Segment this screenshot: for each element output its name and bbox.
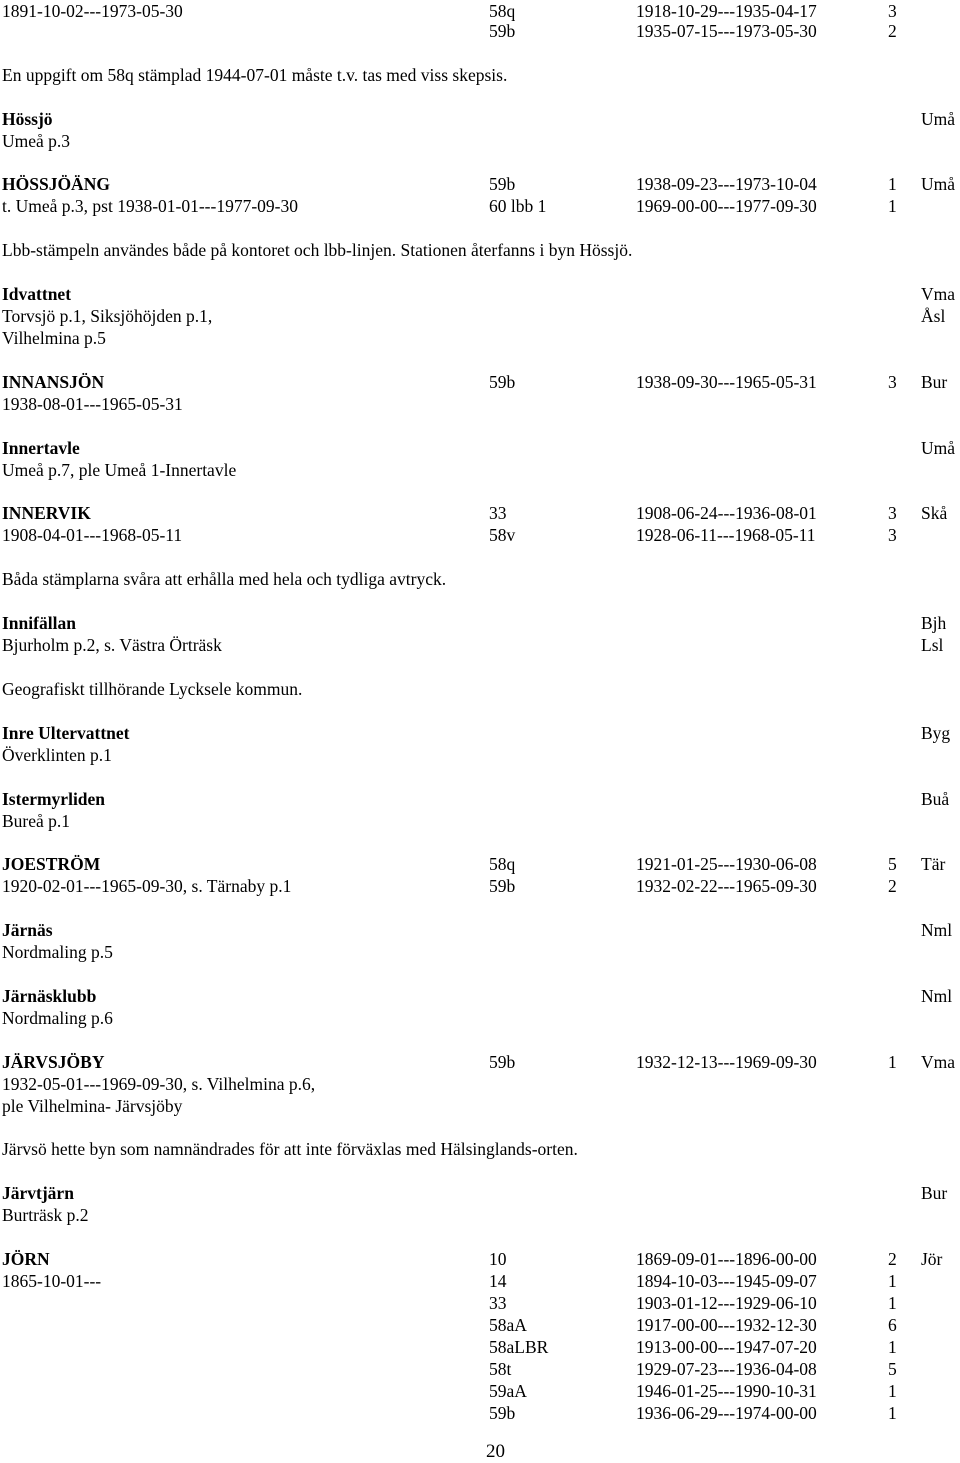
entry-line [0, 64, 960, 86]
date-range: 1917-00-00---1932-12-30 [636, 1315, 817, 1335]
entry-line [0, 524, 960, 546]
entry-line [0, 875, 960, 897]
rarity-value: 3 [888, 525, 897, 545]
entry-text: Innertavle [2, 438, 80, 458]
rarity-value: 1 [888, 1381, 897, 1401]
rarity-value: 3 [888, 503, 897, 523]
entry-line [0, 810, 960, 832]
entry-line [0, 327, 960, 349]
entry-text: Järnäsklubb [2, 986, 97, 1006]
rarity-value: 2 [888, 1249, 897, 1269]
entry-line [0, 1204, 960, 1226]
date-range: 1928-06-11---1968-05-11 [636, 525, 816, 545]
region-code: Bur [921, 372, 948, 392]
entry-text: Burträsk p.2 [2, 1205, 89, 1225]
rarity-value: 6 [888, 1315, 897, 1335]
region-code: Åsl [921, 306, 946, 326]
date-range: 1918-10-29---1935-04-17 [636, 1, 817, 21]
stamp-type: 58t [489, 1359, 512, 1379]
stamp-type: 33 [489, 503, 507, 523]
date-range: 1903-01-12---1929-06-10 [636, 1293, 817, 1313]
entry-line [0, 437, 960, 459]
rarity-value: 5 [888, 1359, 897, 1379]
stamp-type: 59b [489, 876, 516, 896]
entry-text: JOESTRÖM [2, 854, 101, 874]
region-code: Umå [921, 174, 956, 194]
region-code: Bjh [921, 613, 947, 633]
entry-text: Båda stämplarna svåra att erhålla med hela och tydliga avtryck. [2, 569, 447, 589]
entry-text: Järvtjärn [2, 1183, 74, 1203]
date-range: 1938-09-23---1973-10-04 [636, 174, 817, 194]
stamp-type: 58aA [489, 1315, 527, 1335]
rarity-value: 3 [888, 1, 897, 21]
entry-text: Istermyrliden [2, 789, 106, 809]
entry-line [0, 1380, 960, 1402]
entry-line [0, 985, 960, 1007]
stamp-type: 58q [489, 1, 516, 21]
region-code: Buå [921, 789, 950, 809]
stamp-type: 59b [489, 1403, 516, 1423]
rarity-value: 2 [888, 876, 897, 896]
entry-text: JÖRN [2, 1249, 50, 1269]
entry-line [0, 0, 960, 22]
stamp-type: 59aA [489, 1381, 527, 1401]
region-code: Umå [921, 438, 956, 458]
entry-line [0, 722, 960, 744]
entry-text: INNANSJÖN [2, 372, 105, 392]
rarity-value: 1 [888, 1403, 897, 1423]
entry-text: Torvsjö p.1, Siksjöhöjden p.1, [2, 306, 213, 326]
entry-line [0, 1248, 960, 1270]
entry-line [0, 1182, 960, 1204]
entry-line [0, 502, 960, 524]
entry-line [0, 173, 960, 195]
entry-line [0, 108, 960, 130]
entry-line [0, 20, 960, 42]
region-code: Lsl [921, 635, 944, 655]
date-range: 1869-09-01---1896-00-00 [636, 1249, 817, 1269]
entry-text: 1908-04-01---1968-05-11 [2, 525, 183, 545]
entry-line [0, 568, 960, 590]
entry-line [0, 459, 960, 481]
entry-line [0, 788, 960, 810]
rarity-value: 1 [888, 196, 897, 216]
rarity-value: 1 [888, 1293, 897, 1313]
entry-text: JÄRVSJÖBY [2, 1052, 105, 1072]
rarity-value: 1 [888, 1271, 897, 1291]
entry-line [0, 130, 960, 152]
stamp-type: 59b [489, 1052, 516, 1072]
entry-line [0, 1051, 960, 1073]
entry-line [0, 678, 960, 700]
date-range: 1929-07-23---1936-04-08 [636, 1359, 817, 1379]
stamp-type: 59b [489, 21, 516, 41]
rarity-value: 1 [888, 174, 897, 194]
date-range: 1908-06-24---1936-08-01 [636, 503, 817, 523]
entry-text: 1891-10-02---1973-05-30 [2, 1, 183, 21]
entry-text: Hössjö [2, 109, 53, 129]
entry-line [0, 941, 960, 963]
entry-text: Bureå p.1 [2, 811, 71, 831]
entry-text: t. Umeå p.3, pst 1938-01-01---1977-09-30 [2, 196, 298, 216]
region-code: Nml [921, 986, 953, 1006]
entry-line [0, 919, 960, 941]
region-code: Nml [921, 920, 953, 940]
entry-text: Nordmaling p.6 [2, 1008, 113, 1028]
rarity-value: 3 [888, 372, 897, 392]
entry-text: Idvattnet [2, 284, 72, 304]
region-code: Bur [921, 1183, 948, 1203]
stamp-type: 33 [489, 1293, 507, 1313]
entry-text: 1865-10-01--- [2, 1271, 102, 1291]
date-range: 1938-09-30---1965-05-31 [636, 372, 817, 392]
stamp-type: 10 [489, 1249, 507, 1269]
region-code: Skå [921, 503, 948, 523]
region-code: Tär [921, 854, 946, 874]
entry-line [0, 1336, 960, 1358]
entry-text: Vilhelmina p.5 [2, 328, 106, 348]
entry-text: Geografiskt tillhörande Lycksele kommun. [2, 679, 303, 699]
entry-line [0, 305, 960, 327]
region-code: Jör [921, 1249, 943, 1269]
entry-line [0, 371, 960, 393]
region-code: Umå [921, 109, 956, 129]
entry-line [0, 283, 960, 305]
rarity-value: 1 [888, 1337, 897, 1357]
entry-text: Innifällan [2, 613, 76, 633]
date-range: 1921-01-25---1930-06-08 [636, 854, 817, 874]
stamp-type: 58v [489, 525, 516, 545]
rarity-value: 5 [888, 854, 897, 874]
entry-line [0, 1073, 960, 1095]
entry-text: Nordmaling p.5 [2, 942, 113, 962]
entry-text: Bjurholm p.2, s. Västra Örträsk [2, 635, 222, 655]
entry-line [0, 853, 960, 875]
entry-text: ple Vilhelmina- Järvsjöby [2, 1096, 183, 1116]
entry-text: Inre Ultervattnet [2, 723, 130, 743]
entry-line [0, 1358, 960, 1380]
region-code: Byg [921, 723, 951, 743]
stamp-type: 58q [489, 854, 516, 874]
entry-text: 1920-02-01---1965-09-30, s. Tärnaby p.1 [2, 876, 292, 896]
date-range: 1936-06-29---1974-00-00 [636, 1403, 817, 1423]
entry-text: INNERVIK [2, 503, 91, 523]
region-code: Vma [921, 284, 956, 304]
stamp-type: 59b [489, 372, 516, 392]
entry-text: 1932-05-01---1969-09-30, s. Vilhelmina p.6, [2, 1074, 316, 1094]
entry-text: Umeå p.7, ple Umeå 1-Innertavle [2, 460, 237, 480]
entry-text: Järnäs [2, 920, 53, 940]
entry-line [0, 195, 960, 217]
entry-line [0, 1270, 960, 1292]
entry-line [0, 612, 960, 634]
entry-line [0, 393, 960, 415]
date-range: 1932-12-13---1969-09-30 [636, 1052, 817, 1072]
entry-text: Överklinten p.1 [2, 745, 112, 765]
region-code: Vma [921, 1052, 956, 1072]
stamp-type: 60 lbb 1 [489, 196, 547, 216]
date-range: 1969-00-00---1977-09-30 [636, 196, 817, 216]
entry-line [0, 744, 960, 766]
entry-text: Järvsö hette byn som namnändrades för att inte förväxlas med Hälsinglands-orten. [2, 1139, 578, 1159]
date-range: 1935-07-15---1973-05-30 [636, 21, 817, 41]
date-range: 1913-00-00---1947-07-20 [636, 1337, 817, 1357]
entry-line [0, 634, 960, 656]
entry-line [0, 1095, 960, 1117]
rarity-value: 2 [888, 21, 897, 41]
entry-text: Umeå p.3 [2, 131, 71, 151]
rarity-value: 1 [888, 1052, 897, 1072]
stamp-type: 59b [489, 174, 516, 194]
date-range: 1932-02-22---1965-09-30 [636, 876, 817, 896]
entry-line [0, 1138, 960, 1160]
entry-line [0, 1314, 960, 1336]
entry-line [0, 1402, 960, 1424]
entry-line [0, 239, 960, 261]
entry-text: HÖSSJÖÄNG [2, 174, 110, 194]
date-range: 1946-01-25---1990-10-31 [636, 1381, 817, 1401]
stamp-type: 58aLBR [489, 1337, 549, 1357]
entry-line [0, 1292, 960, 1314]
entry-line [0, 1007, 960, 1029]
page-number: 20 [486, 1441, 505, 1462]
entry-text: En uppgift om 58q stämplad 1944-07-01 måste t.v. tas med viss skepsis. [2, 65, 508, 85]
entry-text: 1938-08-01---1965-05-31 [2, 394, 183, 414]
entry-text: Lbb-stämpeln användes både på kontoret och lbb-linjen. Stationen återfanns i byn Hössjö. [2, 240, 633, 260]
date-range: 1894-10-03---1945-09-07 [636, 1271, 817, 1291]
stamp-type: 14 [489, 1271, 507, 1291]
